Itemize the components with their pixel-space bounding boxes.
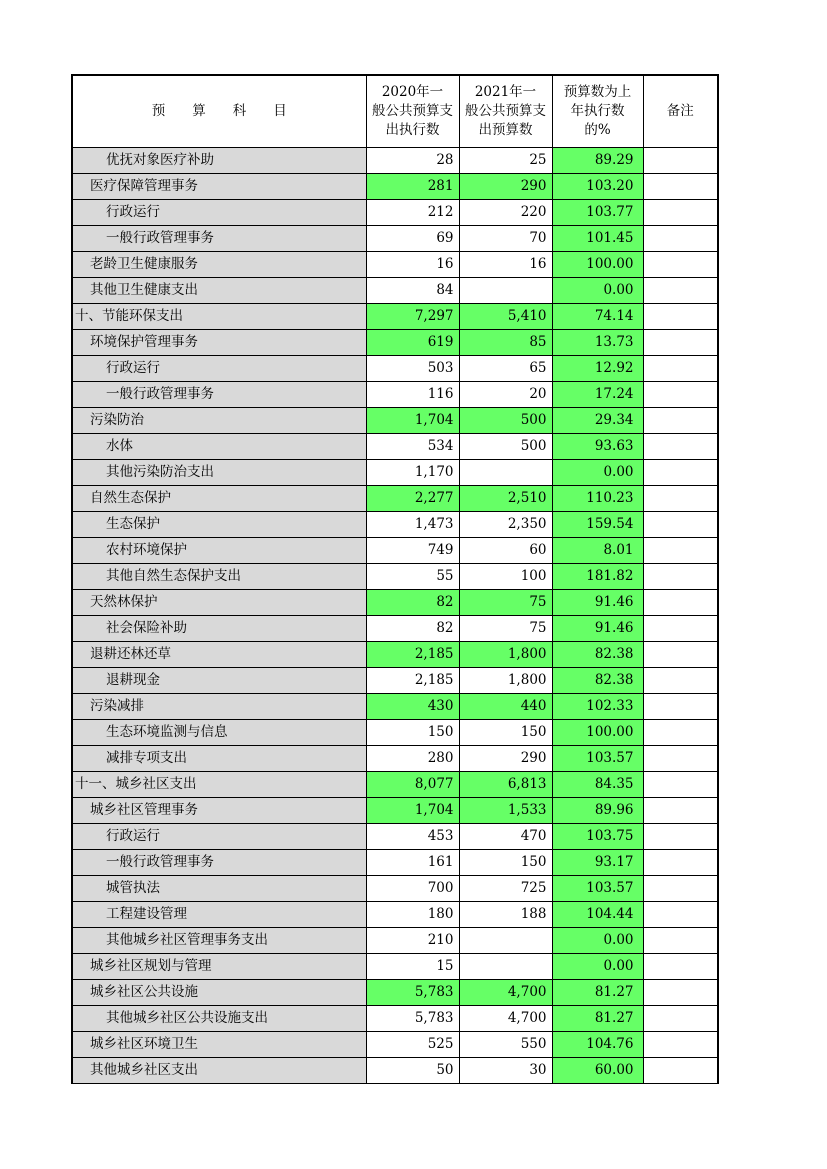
row-2020-actual: 15: [366, 954, 459, 980]
row-note: [643, 902, 718, 928]
row-ratio: 93.17: [552, 850, 643, 876]
row-2021-budget: 2,350: [459, 512, 552, 538]
table-row: [72, 642, 718, 668]
row-2020-actual: 1,704: [366, 798, 459, 824]
row-2020-actual: 281: [366, 174, 459, 200]
row-subject: 污染减排: [72, 694, 366, 720]
header-ratio: [552, 75, 643, 148]
row-note: [643, 590, 718, 616]
table-row: [72, 798, 718, 824]
row-ratio: 81.27: [552, 980, 643, 1006]
row-note: [643, 772, 718, 798]
row-note: [643, 1032, 718, 1058]
table-row: [72, 434, 718, 460]
row-ratio: 0.00: [552, 928, 643, 954]
h2020-text: [367, 83, 459, 140]
row-note: [643, 252, 718, 278]
row-subject: 环境保护管理事务: [72, 330, 366, 356]
table-row: [72, 876, 718, 902]
row-2020-actual: 55: [366, 564, 459, 590]
row-ratio: 104.76: [552, 1032, 643, 1058]
table-body: [72, 148, 718, 1084]
row-ratio: 103.57: [552, 876, 643, 902]
row-2021-budget: 4,700: [459, 1006, 552, 1032]
row-ratio: 12.92: [552, 356, 643, 382]
header-line: 预算数为上: [563, 84, 632, 100]
row-2020-actual: 430: [366, 694, 459, 720]
header-note: 备注: [643, 75, 718, 148]
row-ratio: 0.00: [552, 954, 643, 980]
row-note: [643, 850, 718, 876]
row-subject: 其他卫生健康支出: [72, 278, 366, 304]
table-row: [72, 616, 718, 642]
row-subject: 农村环境保护: [72, 538, 366, 564]
header-line: 2020年一: [381, 84, 444, 100]
row-2020-actual: 8,077: [366, 772, 459, 798]
table-row: [72, 538, 718, 564]
row-note: [643, 408, 718, 434]
row-ratio: 82.38: [552, 668, 643, 694]
row-2020-actual: 2,185: [366, 642, 459, 668]
row-2020-actual: 525: [366, 1032, 459, 1058]
header-line: 出预算数: [478, 122, 533, 138]
row-2020-actual: 150: [366, 720, 459, 746]
table-row: [72, 1058, 718, 1084]
row-2021-budget: 500: [459, 434, 552, 460]
table-row: [72, 1032, 718, 1058]
row-2021-budget: 75: [459, 616, 552, 642]
table-row: [72, 148, 718, 174]
table-row: [72, 382, 718, 408]
row-subject: 退耕还林还草: [72, 642, 366, 668]
row-ratio: 89.96: [552, 798, 643, 824]
row-2021-budget: 1,800: [459, 642, 552, 668]
row-2021-budget: 290: [459, 174, 552, 200]
row-2020-actual: 503: [366, 356, 459, 382]
row-ratio: 29.34: [552, 408, 643, 434]
row-subject: 行政运行: [72, 356, 366, 382]
row-2021-budget: 150: [459, 720, 552, 746]
row-2021-budget: 65: [459, 356, 552, 382]
row-note: [643, 980, 718, 1006]
row-2020-actual: 210: [366, 928, 459, 954]
row-subject: 优抚对象医疗补助: [72, 148, 366, 174]
budget-table-sheet: [71, 74, 719, 1084]
row-ratio: 89.29: [552, 148, 643, 174]
row-subject: 天然林保护: [72, 590, 366, 616]
row-note: [643, 226, 718, 252]
row-subject: 城乡社区管理事务: [72, 798, 366, 824]
row-2021-budget: 25: [459, 148, 552, 174]
row-subject: 一般行政管理事务: [72, 850, 366, 876]
row-2020-actual: 2,277: [366, 486, 459, 512]
row-note: [643, 876, 718, 902]
row-ratio: 0.00: [552, 460, 643, 486]
row-2020-actual: 50: [366, 1058, 459, 1084]
row-note: [643, 694, 718, 720]
row-ratio: 93.63: [552, 434, 643, 460]
row-subject: 十、节能环保支出: [72, 304, 366, 330]
row-ratio: 81.27: [552, 1006, 643, 1032]
header-line: 年执行数: [570, 103, 625, 119]
row-2020-actual: 1,704: [366, 408, 459, 434]
row-2021-budget: 70: [459, 226, 552, 252]
table-row: [72, 304, 718, 330]
row-2020-actual: 161: [366, 850, 459, 876]
row-2020-actual: 700: [366, 876, 459, 902]
table-row: [72, 668, 718, 694]
row-2021-budget: 60: [459, 538, 552, 564]
table-row: [72, 174, 718, 200]
row-2020-actual: 2,185: [366, 668, 459, 694]
row-2021-budget: 1,800: [459, 668, 552, 694]
row-ratio: 181.82: [552, 564, 643, 590]
row-note: [643, 200, 718, 226]
row-ratio: 8.01: [552, 538, 643, 564]
table-row: [72, 746, 718, 772]
row-note: [643, 382, 718, 408]
budget-table: [71, 74, 719, 1084]
row-note: [643, 356, 718, 382]
hratio-text: [553, 83, 643, 140]
row-ratio: 103.75: [552, 824, 643, 850]
row-2021-budget: 6,813: [459, 772, 552, 798]
table-row: [72, 278, 718, 304]
row-subject: 城乡社区规划与管理: [72, 954, 366, 980]
row-2021-budget: 4,700: [459, 980, 552, 1006]
row-2020-actual: 69: [366, 226, 459, 252]
row-2021-budget: 220: [459, 200, 552, 226]
row-2020-actual: 16: [366, 252, 459, 278]
table-row: [72, 694, 718, 720]
row-subject: 城管执法: [72, 876, 366, 902]
row-note: [643, 1058, 718, 1084]
table-row: [72, 408, 718, 434]
row-2021-budget: 100: [459, 564, 552, 590]
row-2020-actual: 5,783: [366, 1006, 459, 1032]
table-row: [72, 954, 718, 980]
row-ratio: 102.33: [552, 694, 643, 720]
row-ratio: 100.00: [552, 720, 643, 746]
row-2021-budget: 85: [459, 330, 552, 356]
row-ratio: 82.38: [552, 642, 643, 668]
header-line: 般公共预算支: [372, 103, 453, 119]
row-2021-budget: 1,533: [459, 798, 552, 824]
row-ratio: 100.00: [552, 252, 643, 278]
row-subject: 一般行政管理事务: [72, 382, 366, 408]
header-line: 出执行数: [385, 122, 440, 138]
row-2021-budget: [459, 278, 552, 304]
row-2021-budget: 16: [459, 252, 552, 278]
row-note: [643, 278, 718, 304]
header-line: 的%: [584, 122, 611, 138]
row-note: [643, 668, 718, 694]
row-note: [643, 512, 718, 538]
table-row: [72, 1006, 718, 1032]
table-row: [72, 512, 718, 538]
row-2020-actual: 534: [366, 434, 459, 460]
table-row: [72, 564, 718, 590]
row-2021-budget: 440: [459, 694, 552, 720]
table-row: [72, 252, 718, 278]
row-ratio: 74.14: [552, 304, 643, 330]
row-subject: 其他自然生态保护支出: [72, 564, 366, 590]
header-2021-budget: [459, 75, 552, 148]
row-ratio: 101.45: [552, 226, 643, 252]
row-note: [643, 720, 718, 746]
row-2020-actual: 1,473: [366, 512, 459, 538]
row-subject: 其他城乡社区公共设施支出: [72, 1006, 366, 1032]
row-subject: 行政运行: [72, 824, 366, 850]
table-row: [72, 902, 718, 928]
row-note: [643, 486, 718, 512]
row-ratio: 103.77: [552, 200, 643, 226]
row-subject: 城乡社区环境卫生: [72, 1032, 366, 1058]
row-note: [643, 798, 718, 824]
row-2021-budget: 75: [459, 590, 552, 616]
table-row: [72, 772, 718, 798]
row-2020-actual: 212: [366, 200, 459, 226]
h2021-text: [460, 83, 552, 140]
table-header: [72, 75, 718, 148]
row-note: [643, 330, 718, 356]
row-2021-budget: 470: [459, 824, 552, 850]
row-ratio: 13.73: [552, 330, 643, 356]
row-note: [643, 434, 718, 460]
row-2020-actual: 1,170: [366, 460, 459, 486]
row-subject: 医疗保障管理事务: [72, 174, 366, 200]
row-ratio: 104.44: [552, 902, 643, 928]
table-row: [72, 824, 718, 850]
table-row: [72, 460, 718, 486]
row-subject: 城乡社区公共设施: [72, 980, 366, 1006]
row-2021-budget: 550: [459, 1032, 552, 1058]
row-subject: 其他污染防治支出: [72, 460, 366, 486]
row-ratio: 103.20: [552, 174, 643, 200]
row-2021-budget: 20: [459, 382, 552, 408]
row-note: [643, 928, 718, 954]
row-note: [643, 174, 718, 200]
header-line: 2021年一: [474, 84, 537, 100]
row-2021-budget: 500: [459, 408, 552, 434]
row-2020-actual: 453: [366, 824, 459, 850]
row-note: [643, 564, 718, 590]
row-subject: 生态环境监测与信息: [72, 720, 366, 746]
row-note: [643, 460, 718, 486]
row-2021-budget: [459, 460, 552, 486]
row-ratio: 91.46: [552, 616, 643, 642]
row-2021-budget: 188: [459, 902, 552, 928]
row-2021-budget: [459, 928, 552, 954]
row-subject: 其他城乡社区支出: [72, 1058, 366, 1084]
row-subject: 其他城乡社区管理事务支出: [72, 928, 366, 954]
row-2020-actual: 116: [366, 382, 459, 408]
header-subject: 预 算 科 目: [72, 75, 366, 148]
row-2020-actual: 5,783: [366, 980, 459, 1006]
row-2021-budget: 725: [459, 876, 552, 902]
row-subject: 水体: [72, 434, 366, 460]
row-subject: 退耕现金: [72, 668, 366, 694]
table-row: [72, 850, 718, 876]
row-2020-actual: 84: [366, 278, 459, 304]
row-subject: 工程建设管理: [72, 902, 366, 928]
row-2020-actual: 619: [366, 330, 459, 356]
row-subject: 十一、城乡社区支出: [72, 772, 366, 798]
row-subject: 社会保险补助: [72, 616, 366, 642]
row-note: [643, 538, 718, 564]
row-note: [643, 824, 718, 850]
row-2021-budget: [459, 954, 552, 980]
row-ratio: 91.46: [552, 590, 643, 616]
row-note: [643, 148, 718, 174]
table-row: [72, 356, 718, 382]
table-row: [72, 200, 718, 226]
row-2021-budget: 150: [459, 850, 552, 876]
row-note: [643, 616, 718, 642]
table-row: [72, 980, 718, 1006]
row-ratio: 60.00: [552, 1058, 643, 1084]
row-subject: 行政运行: [72, 200, 366, 226]
table-row: [72, 226, 718, 252]
row-note: [643, 1006, 718, 1032]
row-subject: 自然生态保护: [72, 486, 366, 512]
table-row: [72, 330, 718, 356]
table-row: [72, 720, 718, 746]
row-subject: 生态保护: [72, 512, 366, 538]
table-row: [72, 928, 718, 954]
header-2020-actual: [366, 75, 459, 148]
row-2020-actual: 82: [366, 616, 459, 642]
row-2021-budget: 5,410: [459, 304, 552, 330]
row-note: [643, 642, 718, 668]
row-subject: 老龄卫生健康服务: [72, 252, 366, 278]
row-ratio: 103.57: [552, 746, 643, 772]
row-2021-budget: 2,510: [459, 486, 552, 512]
row-2020-actual: 280: [366, 746, 459, 772]
table-row: [72, 590, 718, 616]
header-line: 般公共预算支: [465, 103, 546, 119]
row-2021-budget: 30: [459, 1058, 552, 1084]
row-2020-actual: 180: [366, 902, 459, 928]
row-subject: 污染防治: [72, 408, 366, 434]
row-ratio: 17.24: [552, 382, 643, 408]
row-note: [643, 304, 718, 330]
row-2021-budget: 290: [459, 746, 552, 772]
table-row: [72, 486, 718, 512]
row-ratio: 0.00: [552, 278, 643, 304]
row-subject: 一般行政管理事务: [72, 226, 366, 252]
row-2020-actual: 749: [366, 538, 459, 564]
row-ratio: 159.54: [552, 512, 643, 538]
row-ratio: 84.35: [552, 772, 643, 798]
row-2020-actual: 7,297: [366, 304, 459, 330]
row-2020-actual: 28: [366, 148, 459, 174]
row-ratio: 110.23: [552, 486, 643, 512]
row-subject: 减排专项支出: [72, 746, 366, 772]
row-2020-actual: 82: [366, 590, 459, 616]
row-note: [643, 954, 718, 980]
row-note: [643, 746, 718, 772]
